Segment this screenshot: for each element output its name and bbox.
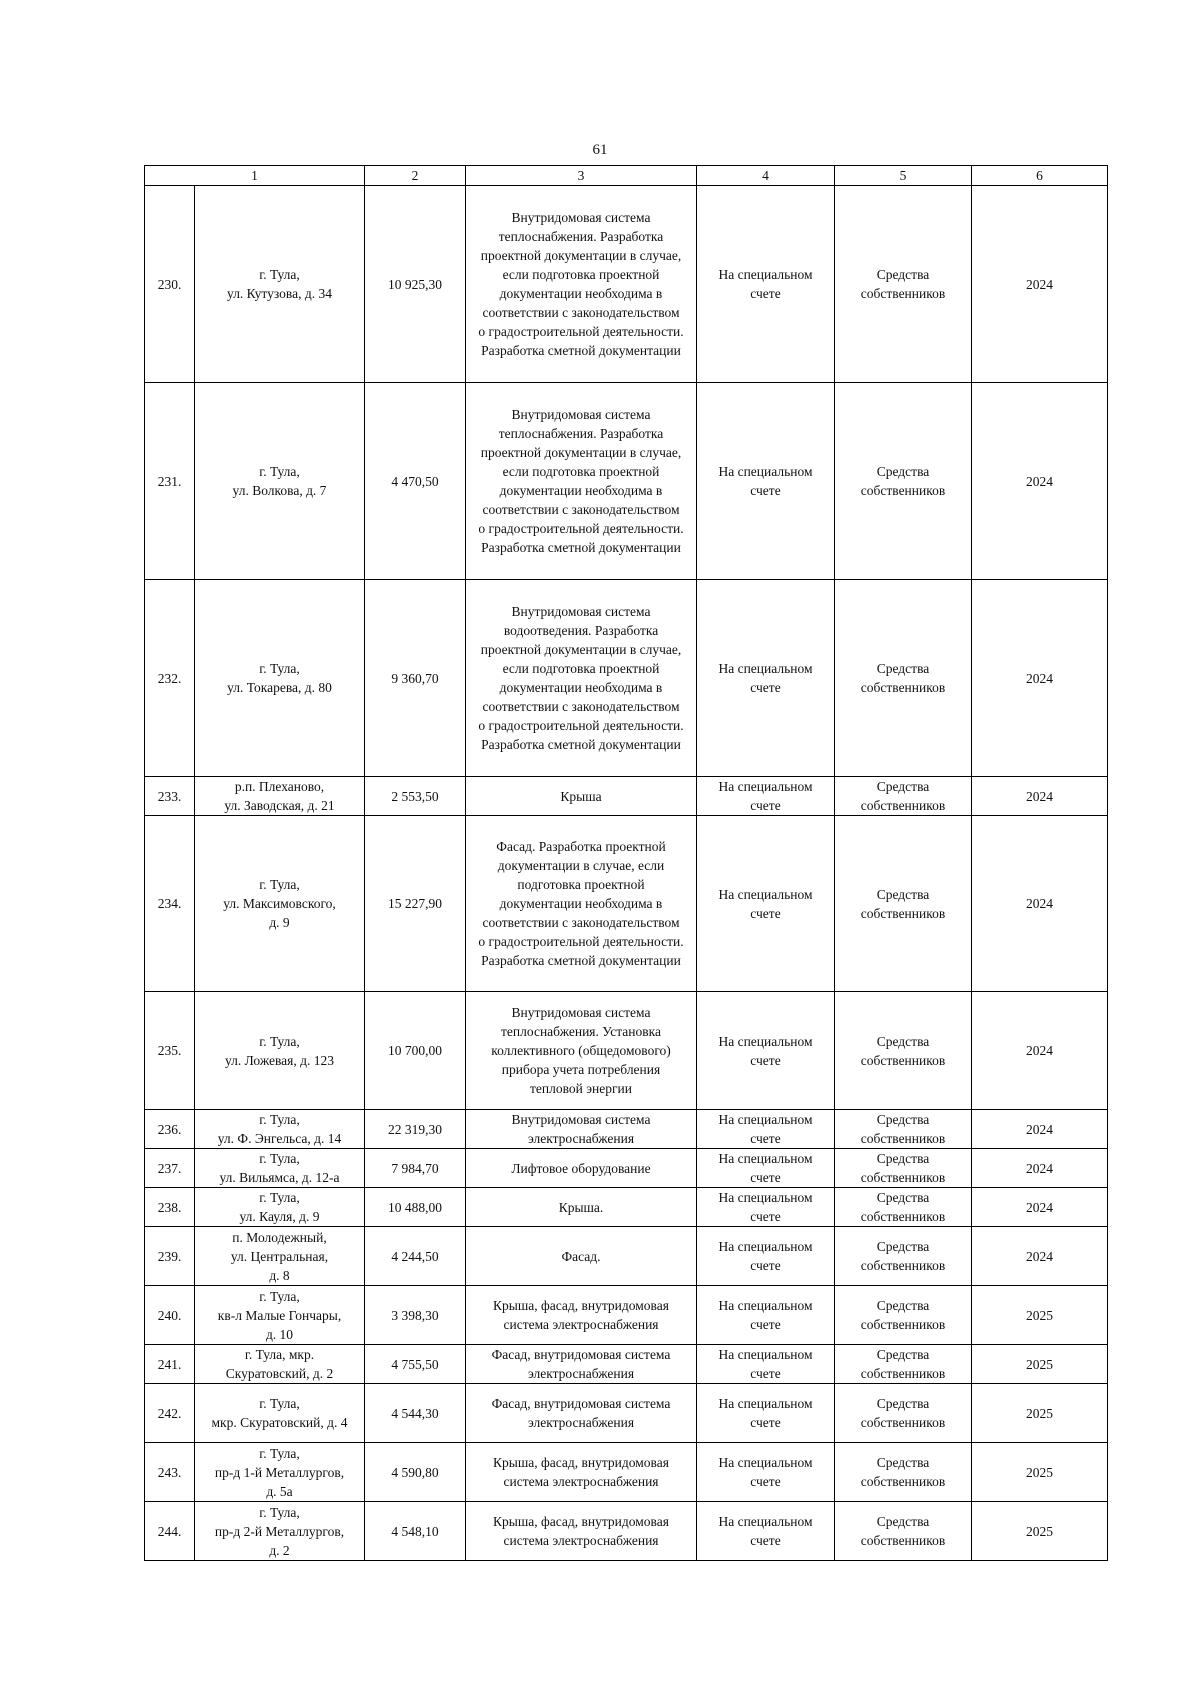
year-cell: 2025 — [972, 1384, 1108, 1443]
work-description-line: теплоснабжения. Установка — [501, 1024, 661, 1039]
address-line: ул. Кутузова, д. 34 — [227, 286, 332, 301]
work-description-cell — [466, 1384, 697, 1443]
table-row — [145, 1286, 1108, 1345]
cost-cell: 4 590,80 — [365, 1443, 466, 1502]
address-line: р.п. Плеханово, — [234, 779, 325, 794]
address-cell — [195, 1502, 365, 1561]
address-line: п. Молодежный, — [232, 1229, 327, 1245]
funding-source-line: собственников — [860, 1258, 946, 1273]
work-description-line: Разработка сметной документации — [481, 343, 681, 358]
fund-method-line: На специальном — [718, 1514, 813, 1529]
row-number-cell: 238. — [145, 1188, 195, 1227]
row-number-cell: 231. — [145, 383, 195, 580]
column-number-row — [145, 166, 1108, 186]
work-description-line: документации в случае, если — [497, 858, 665, 873]
cost-cell: 9 360,70 — [365, 580, 466, 777]
work-description-line: тепловой энергии — [530, 1081, 632, 1096]
address-line: г. Тула, — [259, 1445, 300, 1461]
fund-method-line: счете — [750, 1052, 781, 1068]
funding-source-cell — [835, 1227, 972, 1286]
funding-source-cell — [835, 1384, 972, 1443]
year-cell: 2024 — [972, 383, 1108, 580]
fund-method-line: счете — [750, 1258, 781, 1273]
funding-source-line: собственников — [860, 1533, 946, 1548]
row-number-cell: 242. — [145, 1384, 195, 1443]
address-line: г. Тула, — [259, 877, 300, 892]
work-description-line: Фасад, внутридомовая система — [491, 1347, 671, 1362]
work-description-line: электроснабжения — [527, 1131, 635, 1146]
work-description-line: Разработка сметной документации — [481, 737, 681, 752]
funding-source-line: Средства — [876, 886, 930, 902]
work-description-line: документации необходима в — [499, 286, 663, 301]
funding-source-cell — [835, 1443, 972, 1502]
table-row — [145, 1345, 1108, 1384]
work-description-line: система электроснабжения — [503, 1474, 659, 1489]
row-number-cell: 233. — [145, 777, 195, 816]
year-cell: 2025 — [972, 1345, 1108, 1384]
fund-method-line: На специальном — [718, 886, 813, 902]
address-line: г. Тула, — [259, 1504, 300, 1520]
address-line: ул. Кауля, д. 9 — [239, 1209, 320, 1224]
address-line: д. 10 — [265, 1326, 294, 1342]
work-description-line: электроснабжения — [527, 1415, 635, 1430]
cost-cell: 10 488,00 — [365, 1188, 466, 1227]
fund-method-line: На специальном — [718, 1347, 813, 1362]
cost-cell: 10 700,00 — [365, 992, 466, 1110]
address-line: ул. Ложевая, д. 123 — [224, 1052, 335, 1068]
funding-source-cell — [835, 186, 972, 383]
fund-method-cell — [697, 1384, 835, 1443]
address-line: д. 5а — [266, 1483, 293, 1499]
fund-method-line: счете — [750, 680, 781, 695]
table-row — [145, 777, 1108, 816]
work-description-line: Внутридомовая система — [511, 604, 651, 619]
work-description-line: подготовка проектной — [517, 877, 645, 892]
funding-source-line: Средства — [876, 1455, 930, 1470]
column-header: 5 — [835, 166, 972, 186]
work-description-line: система электроснабжения — [503, 1533, 659, 1548]
funding-source-cell — [835, 1110, 972, 1149]
fund-method-cell — [697, 1149, 835, 1188]
address-cell — [195, 580, 365, 777]
address-cell — [195, 1443, 365, 1502]
fund-method-line: На специальном — [718, 779, 813, 794]
fund-method-line: На специальном — [718, 1033, 813, 1049]
funding-source-cell — [835, 1149, 972, 1188]
row-number-cell: 232. — [145, 580, 195, 777]
fund-method-cell — [697, 1345, 835, 1384]
year-cell: 2024 — [972, 1188, 1108, 1227]
work-description-line: система электроснабжения — [503, 1317, 659, 1332]
funding-source-line: собственников — [860, 1131, 946, 1146]
cost-cell: 2 553,50 — [365, 777, 466, 816]
work-description-line: если подготовка проектной — [502, 267, 660, 282]
work-description-line: Крыша — [560, 788, 602, 804]
fund-method-line: На специальном — [718, 1455, 813, 1470]
table-row — [145, 816, 1108, 992]
address-line: ул. Токарева, д. 80 — [227, 680, 332, 695]
column-header: 2 — [365, 166, 466, 186]
funding-source-line: Средства — [876, 1151, 930, 1166]
address-line: кв-л Малые Гончары, — [217, 1307, 342, 1323]
funding-source-line: Средства — [876, 267, 930, 282]
row-number-cell: 237. — [145, 1149, 195, 1188]
address-line: д. 9 — [269, 915, 290, 930]
work-description-cell — [466, 580, 697, 777]
funding-source-line: Средства — [876, 464, 930, 479]
work-description-line: прибора учета потребления — [501, 1062, 661, 1077]
funding-source-line: Средства — [876, 661, 930, 676]
address-line: д. 8 — [269, 1267, 290, 1283]
work-description-line: Крыша, фасад, внутридомовая — [493, 1298, 669, 1313]
address-cell — [195, 383, 365, 580]
work-description-line: Крыша, фасад, внутридомовая — [493, 1455, 669, 1470]
fund-method-line: На специальном — [718, 1298, 813, 1313]
cost-cell: 3 398,30 — [365, 1286, 466, 1345]
fund-method-line: счете — [750, 1170, 781, 1185]
address-cell — [195, 1227, 365, 1286]
column-header: 4 — [697, 166, 835, 186]
address-cell — [195, 992, 365, 1110]
row-number-cell: 234. — [145, 816, 195, 992]
fund-method-line: На специальном — [718, 464, 813, 479]
address-line: ул. Центральная, — [230, 1248, 329, 1264]
funding-source-cell — [835, 777, 972, 816]
row-number-cell: 244. — [145, 1502, 195, 1561]
address-line: г. Тула, — [259, 1190, 300, 1205]
funding-source-line: Средства — [876, 1347, 930, 1362]
table-row — [145, 1188, 1108, 1227]
work-description-line: о градостроительной деятельности. — [478, 324, 684, 339]
work-description-line: Лифтовое оборудование — [511, 1160, 651, 1176]
funding-source-cell — [835, 992, 972, 1110]
fund-method-line: На специальном — [718, 661, 813, 676]
work-description-line: проектной документации в случае, — [480, 642, 682, 657]
work-description-line: о градостроительной деятельности. — [478, 718, 684, 733]
funding-source-cell — [835, 1286, 972, 1345]
column-header: 1 — [145, 166, 365, 186]
work-description-line: Внутридомовая система — [511, 407, 651, 422]
year-cell: 2024 — [972, 186, 1108, 383]
fund-method-cell — [697, 1188, 835, 1227]
address-line: ул. Ф. Энгельса, д. 14 — [217, 1131, 342, 1146]
table-row — [145, 1149, 1108, 1188]
address-cell — [195, 777, 365, 816]
work-description-cell — [466, 1286, 697, 1345]
repair-register-table — [144, 165, 1108, 1561]
year-cell: 2025 — [972, 1443, 1108, 1502]
work-description-line: Внутридомовая система — [511, 210, 651, 225]
funding-source-line: собственников — [860, 905, 946, 921]
table-row — [145, 1384, 1108, 1443]
work-description-line: Фасад. — [561, 1248, 601, 1264]
fund-method-line: счете — [750, 1474, 781, 1489]
address-cell — [195, 186, 365, 383]
fund-method-cell — [697, 1502, 835, 1561]
work-description-cell — [466, 1110, 697, 1149]
year-cell: 2024 — [972, 580, 1108, 777]
fund-method-cell — [697, 1443, 835, 1502]
cost-cell: 15 227,90 — [365, 816, 466, 992]
row-number-cell: 241. — [145, 1345, 195, 1384]
table-row — [145, 186, 1108, 383]
fund-method-cell — [697, 992, 835, 1110]
address-cell — [195, 1345, 365, 1384]
work-description-cell — [466, 1443, 697, 1502]
fund-method-line: счете — [750, 798, 781, 813]
address-line: г. Тула, — [259, 1112, 300, 1127]
funding-source-line: собственников — [860, 680, 946, 695]
year-cell: 2024 — [972, 777, 1108, 816]
address-line: г. Тула, — [259, 464, 300, 479]
page-number: 61 — [592, 142, 608, 158]
fund-method-cell — [697, 1110, 835, 1149]
address-line: г. Тула, — [259, 1396, 300, 1411]
table-row — [145, 1502, 1108, 1561]
address-cell — [195, 1286, 365, 1345]
fund-method-line: На специальном — [718, 1190, 813, 1205]
address-line: ул. Максимовского, — [223, 896, 336, 911]
funding-source-line: собственников — [860, 1209, 946, 1224]
funding-source-line: Средства — [876, 1514, 930, 1529]
work-description-line: соответствии с законодательством — [482, 915, 680, 930]
year-cell: 2024 — [972, 1227, 1108, 1286]
funding-source-line: собственников — [860, 286, 946, 301]
work-description-line: теплоснабжения. Разработка — [498, 426, 664, 441]
work-description-cell — [466, 1188, 697, 1227]
address-line: д. 2 — [269, 1542, 290, 1558]
address-line: пр-д 2-й Металлургов, — [214, 1523, 345, 1539]
work-description-cell — [466, 777, 697, 816]
work-description-line: Фасад, внутридомовая система — [491, 1396, 671, 1411]
funding-source-line: собственников — [860, 1170, 946, 1185]
funding-source-cell — [835, 1188, 972, 1227]
year-cell: 2024 — [972, 992, 1108, 1110]
fund-method-line: счете — [750, 1131, 781, 1146]
funding-source-cell — [835, 580, 972, 777]
address-line: г. Тула, мкр. — [244, 1347, 315, 1362]
work-description-line: теплоснабжения. Разработка — [498, 229, 664, 244]
funding-source-line: собственников — [860, 1415, 946, 1430]
address-line: ул. Заводская, д. 21 — [224, 798, 335, 813]
address-line: ул. Волкова, д. 7 — [232, 483, 327, 498]
work-description-cell — [466, 1227, 697, 1286]
work-description-cell — [466, 1502, 697, 1561]
address-line: г. Тула, — [259, 1288, 300, 1304]
year-cell: 2024 — [972, 1149, 1108, 1188]
work-description-line: коллективного (общедомового) — [491, 1043, 671, 1058]
address-line: мкр. Скуратовский, д. 4 — [211, 1415, 348, 1430]
work-description-line: о градостроительной деятельности. — [478, 934, 684, 949]
fund-method-line: На специальном — [718, 1239, 813, 1254]
year-cell: 2025 — [972, 1286, 1108, 1345]
row-number-cell: 240. — [145, 1286, 195, 1345]
cost-cell: 4 244,50 — [365, 1227, 466, 1286]
column-header: 3 — [466, 166, 697, 186]
work-description-line: Крыша, фасад, внутридомовая — [493, 1514, 669, 1529]
work-description-line: соответствии с законодательством — [482, 502, 680, 517]
row-number-cell: 235. — [145, 992, 195, 1110]
address-line: г. Тула, — [259, 661, 300, 676]
fund-method-line: счете — [750, 1415, 781, 1430]
year-cell: 2025 — [972, 1502, 1108, 1561]
work-description-line: документации необходима в — [499, 483, 663, 498]
fund-method-line: На специальном — [718, 267, 813, 282]
fund-method-line: счете — [750, 1366, 781, 1381]
work-description-cell — [466, 186, 697, 383]
table-row — [145, 580, 1108, 777]
work-description-line: проектной документации в случае, — [480, 248, 682, 263]
column-header: 6 — [972, 166, 1108, 186]
work-description-line: соответствии с законодательством — [482, 699, 680, 714]
fund-method-line: счете — [750, 1209, 781, 1224]
work-description-line: если подготовка проектной — [502, 464, 660, 479]
funding-source-line: собственников — [860, 1474, 946, 1489]
cost-cell: 22 319,30 — [365, 1110, 466, 1149]
work-description-line: водоотведения. Разработка — [503, 623, 659, 638]
cost-cell: 4 548,10 — [365, 1502, 466, 1561]
fund-method-line: счете — [750, 483, 781, 498]
work-description-cell — [466, 1345, 697, 1384]
funding-source-line: Средства — [876, 1112, 930, 1127]
funding-source-cell — [835, 383, 972, 580]
cost-cell: 4 755,50 — [365, 1345, 466, 1384]
table-row — [145, 992, 1108, 1110]
fund-method-cell — [697, 383, 835, 580]
row-number-cell: 236. — [145, 1110, 195, 1149]
address-cell — [195, 1149, 365, 1188]
address-line: г. Тула, — [259, 267, 300, 282]
work-description-cell — [466, 383, 697, 580]
work-description-cell — [466, 816, 697, 992]
funding-source-line: Средства — [876, 1190, 930, 1205]
work-description-line: Разработка сметной документации — [481, 953, 681, 968]
funding-source-line: Средства — [876, 1396, 930, 1411]
work-description-line: Внутридомовая система — [511, 1112, 651, 1127]
work-description-cell — [466, 992, 697, 1110]
address-line: Скуратовский, д. 2 — [225, 1366, 334, 1381]
address-line: г. Тула, — [259, 1151, 300, 1166]
work-description-line: документации необходима в — [499, 896, 663, 911]
funding-source-line: собственников — [860, 483, 946, 498]
address-cell — [195, 1110, 365, 1149]
fund-method-cell — [697, 580, 835, 777]
work-description-line: Фасад. Разработка проектной — [496, 839, 666, 854]
address-line: ул. Вильямса, д. 12-а — [219, 1170, 340, 1185]
funding-source-line: Средства — [876, 1033, 930, 1049]
fund-method-line: счете — [750, 286, 781, 301]
row-number-cell: 230. — [145, 186, 195, 383]
row-number-cell: 239. — [145, 1227, 195, 1286]
fund-method-line: счете — [750, 1317, 781, 1332]
work-description-line: соответствии с законодательством — [482, 305, 680, 320]
fund-method-line: На специальном — [718, 1112, 813, 1127]
funding-source-line: Средства — [876, 1239, 930, 1254]
year-cell: 2024 — [972, 816, 1108, 992]
fund-method-cell — [697, 777, 835, 816]
cost-cell: 4 470,50 — [365, 383, 466, 580]
work-description-line: документации необходима в — [499, 680, 663, 695]
funding-source-line: Средства — [876, 779, 930, 794]
work-description-line: Внутридомовая система — [511, 1005, 651, 1020]
fund-method-line: счете — [750, 1533, 781, 1548]
funding-source-cell — [835, 1502, 972, 1561]
funding-source-line: собственников — [860, 1366, 946, 1381]
fund-method-cell — [697, 816, 835, 992]
fund-method-line: счете — [750, 905, 781, 921]
work-description-line: Разработка сметной документации — [481, 540, 681, 555]
year-cell: 2024 — [972, 1110, 1108, 1149]
funding-source-line: собственников — [860, 1317, 946, 1332]
address-cell — [195, 1384, 365, 1443]
work-description-line: проектной документации в случае, — [480, 445, 682, 460]
work-description-line: о градостроительной деятельности. — [478, 521, 684, 536]
fund-method-cell — [697, 1227, 835, 1286]
table-row — [145, 383, 1108, 580]
address-cell — [195, 1188, 365, 1227]
table-row — [145, 1110, 1108, 1149]
fund-method-cell — [697, 1286, 835, 1345]
table-row — [145, 1443, 1108, 1502]
work-description-line: электроснабжения — [527, 1366, 635, 1381]
address-line: пр-д 1-й Металлургов, — [214, 1464, 345, 1480]
fund-method-line: На специальном — [718, 1396, 813, 1411]
address-line: г. Тула, — [259, 1033, 300, 1049]
cost-cell: 4 544,30 — [365, 1384, 466, 1443]
funding-source-cell — [835, 816, 972, 992]
funding-source-line: собственников — [860, 1052, 946, 1068]
work-description-line: Крыша. — [558, 1199, 604, 1215]
row-number-cell: 243. — [145, 1443, 195, 1502]
fund-method-cell — [697, 186, 835, 383]
cost-cell: 10 925,30 — [365, 186, 466, 383]
address-cell — [195, 816, 365, 992]
funding-source-line: Средства — [876, 1298, 930, 1313]
fund-method-line: На специальном — [718, 1151, 813, 1166]
work-description-line: если подготовка проектной — [502, 661, 660, 676]
cost-cell: 7 984,70 — [365, 1149, 466, 1188]
work-description-cell — [466, 1149, 697, 1188]
funding-source-line: собственников — [860, 798, 946, 813]
funding-source-cell — [835, 1345, 972, 1384]
table-row — [145, 1227, 1108, 1286]
